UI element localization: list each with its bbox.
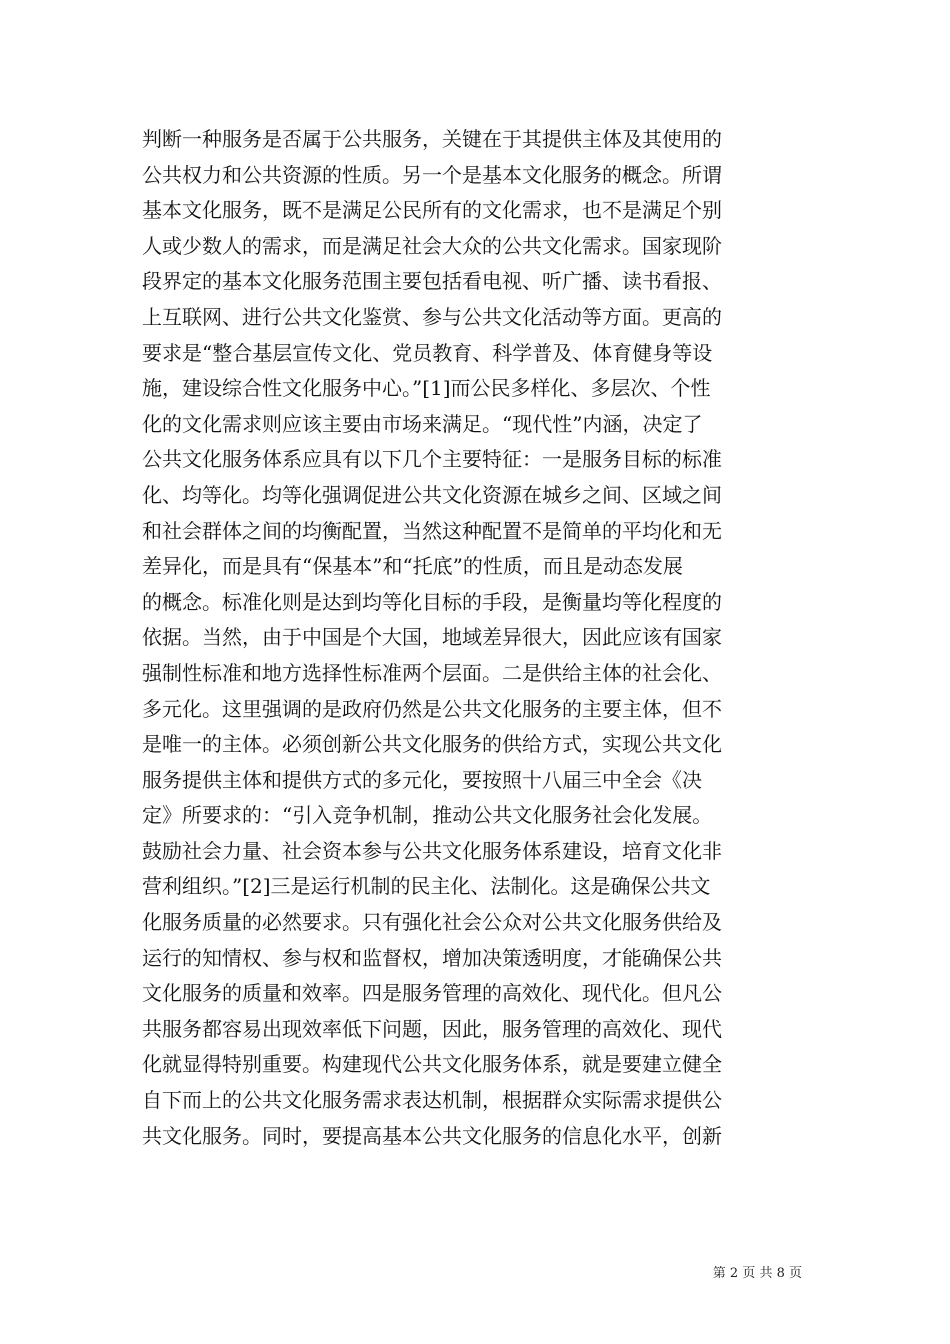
text-line: 营利组织。”[2]三是运行机制的民主化、法制化。这是确保公共文 [142,874,711,899]
text-line: 的概念。标准化则是达到均等化目标的手段，是衡量均等化程度的 [142,589,722,614]
text-line: 强制性标准和地方选择性标准两个层面。二是供给主体的社会化、 [142,660,722,685]
text-line: 上互联网、进行公共文化鉴赏、参与公共文化活动等方面。更高的 [142,304,722,329]
text-line: 化的文化需求则应该主要由市场来满足。“现代性”内涵，决定了 [142,411,703,436]
text-line: 共服务都容易出现效率低下问题，因此，服务管理的高效化、现代 [142,1016,722,1041]
text-line: 多元化。这里强调的是政府仍然是公共文化服务的主要主体，但不 [142,696,722,721]
text-line: 段界定的基本文化服务范围主要包括看电视、听广播、读书看报、 [142,269,722,294]
text-line: 依据。当然，由于中国是个大国，地域差异很大，因此应该有国家 [142,625,722,650]
text-line: 服务提供主体和提供方式的多元化，要按照十八届三中全会《决 [142,767,702,792]
text-line: 化服务质量的必然要求。只有强化社会公众对公共文化服务供给及 [142,910,722,935]
text-line: 鼓励社会力量、社会资本参与公共文化服务体系建设，培育文化非 [142,838,722,863]
text-line: 公共权力和公共资源的性质。另一个是基本文化服务的概念。所谓 [142,162,722,187]
body-paragraph [142,122,812,1154]
text-line: 化、均等化。均等化强调促进公共文化资源在城乡之间、区域之间 [142,482,722,507]
text-line: 共文化服务。同时，要提高基本公共文化服务的信息化水平，创新 [142,1123,722,1148]
text-line: 差异化，而是具有“保基本”和“托底”的性质，而且是动态发展 [142,554,683,579]
text-line: 基本文化服务，既不是满足公民所有的文化需求，也不是满足个别 [142,198,722,223]
text-line: 自下而上的公共文化服务需求表达机制，根据群众实际需求提供公 [142,1088,722,1113]
text-line: 定》所要求的：“引入竞争机制，推动公共文化服务社会化发展。 [142,803,713,828]
text-line: 人或少数人的需求，而是满足社会大众的公共文化需求。国家现阶 [142,233,722,258]
text-line: 和社会群体之间的均衡配置，当然这种配置不是简单的平均化和无 [142,518,722,543]
text-line: 是唯一的主体。必须创新公共文化服务的供给方式，实现公共文化 [142,732,722,757]
text-line: 要求是“整合基层宣传文化、党员教育、科学普及、体育健身等设 [142,340,713,365]
text-line: 运行的知情权、参与权和监督权，增加决策透明度，才能确保公共 [142,945,722,970]
text-line: 公共文化服务体系应具有以下几个主要特征：一是服务目标的标准 [142,447,722,472]
page-number-footer: 第 2 页 共 8 页 [712,1266,802,1281]
text-line: 文化服务的质量和效率。四是服务管理的高效化、现代化。但凡公 [142,981,722,1006]
text-line: 施，建设综合性文化服务中心。”[1]而公民多样化、多层次、个性 [142,376,711,401]
text-line: 化就显得特别重要。构建现代公共文化服务体系，就是要建立健全 [142,1052,722,1077]
text-line: 判断一种服务是否属于公共服务，关键在于其提供主体及其使用的 [142,127,722,151]
